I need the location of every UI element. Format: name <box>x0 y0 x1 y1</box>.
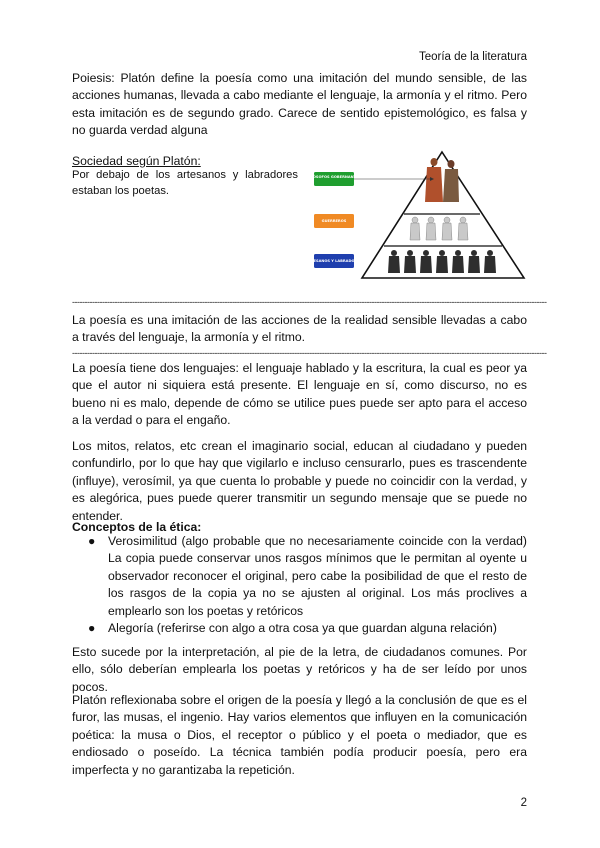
list-item-text: Alegoría (referirse con algo a otra cosa ya que guardan alguna relación) <box>108 621 497 636</box>
society-text: Por debajo de los artesanos y labradores estaban los poetas. <box>72 169 298 197</box>
definition-paragraph: La poesía es una imitación de las acciones de la realidad sensible llevadas a cabo a través del lenguaje, la armonía y el ritmo. <box>72 313 527 345</box>
label-philosophers: FILÓSOFOS GOBERNANTES <box>306 175 362 179</box>
warriors-figures <box>410 217 468 240</box>
page-number: 2 <box>520 797 527 809</box>
label-artisans: ARTESANOS Y LABRADORES <box>305 259 363 263</box>
separator-line: ---------------------------------------------------------------------------------------------------------------------------------------------------------------------------------------------- <box>72 297 547 307</box>
poiesis-paragraph: Poiesis: Platón define la poesía como una imitación del mundo sensible, de las acciones humanas, llevada a cabo mediante el lenguaje, la armonía y el ritmo. Pero esta imitación es de segundo grado. Carece de sentido epistemológico, es falsa y no guarda verdad alguna <box>72 71 527 138</box>
label-warriors: GUERREROS <box>321 219 347 223</box>
list-item <box>72 620 527 637</box>
list-item <box>72 533 527 620</box>
origin-paragraph: Platón reflexionaba sobre el origen de la poesía y llegó a la conclusión de que es el furor, las musas, el ingenio. Hay varios elementos que influyen en la comunicación poética: la musa o Dios, el receptor o público y el poeta o mediador, que es endiosado o poseído. La técnica también podía producir poesía, pero era imperfecta y no garantizaba la repetición. <box>72 693 527 777</box>
list-item-text: Verosimilitud (algo probable que no necesariamente coincide con la verdad) La copia puede conservar unos rasgos mínimos que le permitan al oyente u observador reconocer el original, pero cabe la posibilidad de que el resto de los rasgos de la copia ya no se ajusten al original. Los más proclives a emplearlo son los poetas y retóricos <box>108 534 527 618</box>
society-title: Sociedad según Platón: <box>72 154 201 168</box>
artisans-figures <box>388 250 496 273</box>
ethics-heading: Conceptos de la ética: <box>72 520 202 534</box>
bullet-icon: ● <box>88 621 96 636</box>
separator-line: ---------------------------------------------------------------------------------------------------------------------------------------------------------------------------------------------- <box>72 348 547 358</box>
running-header: Teoría de la literatura <box>418 51 527 63</box>
ethics-list <box>72 533 527 637</box>
society-pyramid-diagram <box>305 150 528 284</box>
myths-paragraph: Los mitos, relatos, etc crean el imaginario social, educan al ciudadano y pueden confundirlo, por lo que hay que vigilarlo e incluso censurarlo, pues es trascendente (influye), verosímil, ya que cuenta lo probable y puede no coincidir con la verdad, y es alegórica, pues puede querer transmitir un segundo mensaje que se puede no entender. <box>72 439 527 523</box>
languages-paragraph: La poesía tiene dos lenguajes: el lenguaje hablado y la escritura, la cual es peor ya que el autor ni siquiera está presente. El lenguaje en sí, como discurso, no es bueno ni es malo, depende de cómo se utilice pues puede ser apto para el acceso a la verdad o para el engaño. <box>72 361 527 428</box>
interpretation-paragraph: Esto sucede por la interpretación, al pie de la letra, de ciudadanos comunes. Por ello, sólo deberían emplearla los poetas y retóricos y ha de ser leído por unos pocos. <box>72 645 527 694</box>
bullet-icon: ● <box>88 534 96 548</box>
